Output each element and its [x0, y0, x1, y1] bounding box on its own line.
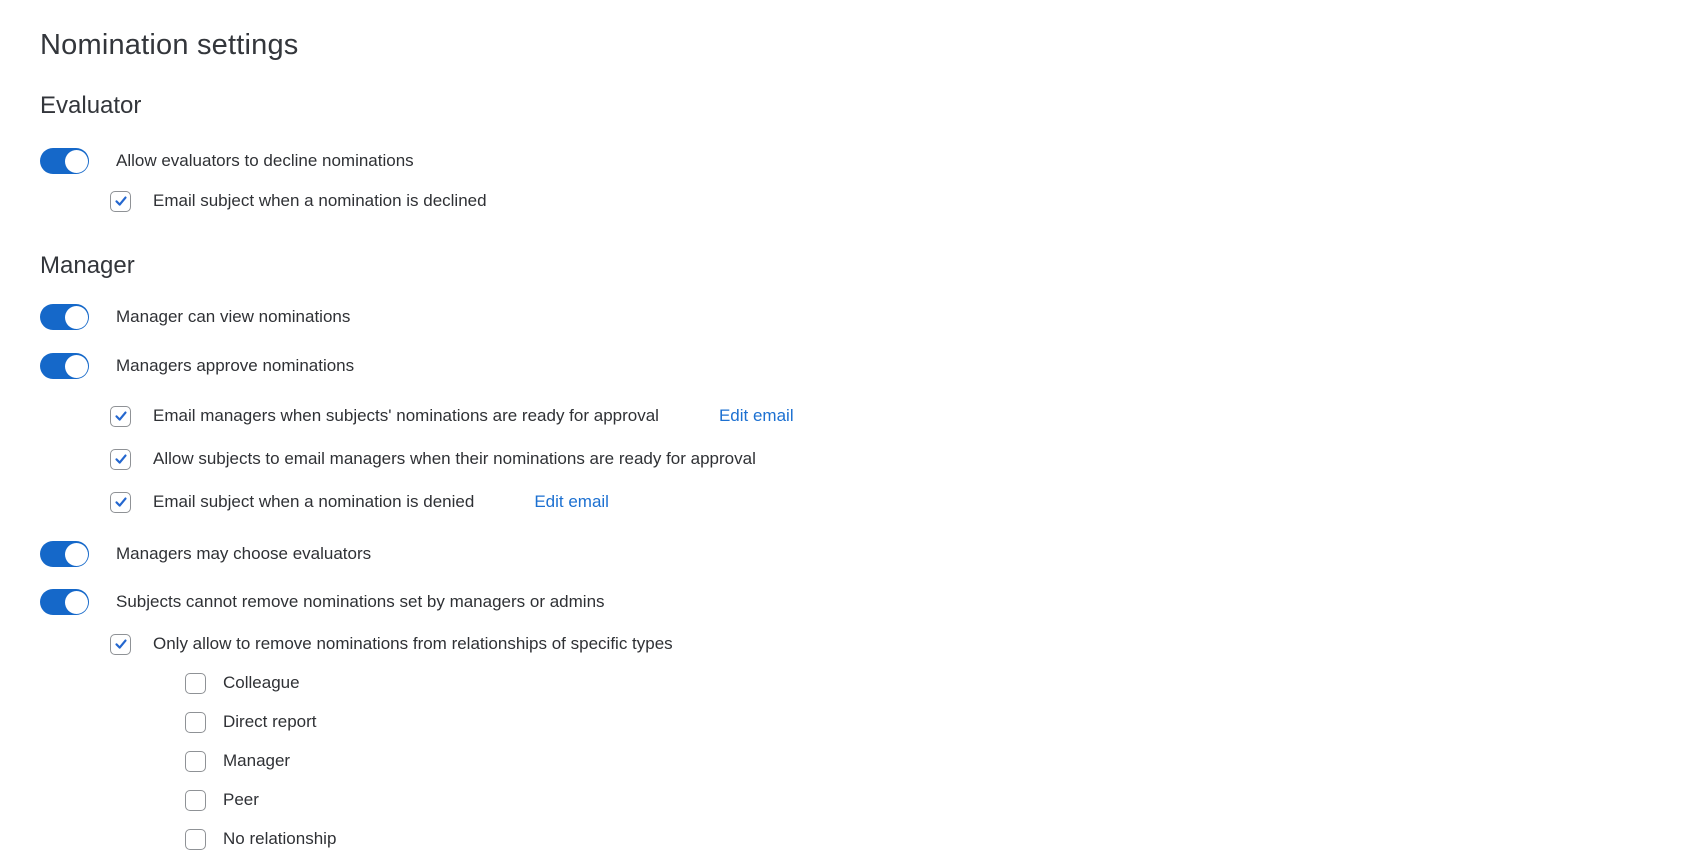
- checkmark-icon: [114, 637, 128, 651]
- toggle-label: Allow evaluators to decline nominations: [116, 151, 414, 170]
- checkbox-label: Allow subjects to email managers when their nominations are ready for approval: [153, 449, 756, 468]
- row-relationship-no-relationship: [185, 828, 1700, 850]
- checkbox-peer[interactable]: [185, 790, 206, 811]
- checkmark-icon: [114, 409, 128, 423]
- toggle-manager-can-view[interactable]: [40, 304, 89, 330]
- toggle-allow-evaluators-decline[interactable]: [40, 148, 89, 174]
- checkbox-email-subject-declined[interactable]: [110, 191, 131, 212]
- row-only-allow-specific-types: [110, 633, 1700, 655]
- checkbox-label: Peer: [223, 790, 259, 809]
- page-title: Nomination settings: [40, 29, 299, 61]
- row-manager-can-view: [40, 304, 1700, 330]
- row-allow-evaluators-decline: [40, 148, 1700, 174]
- checkbox-label: Manager: [223, 751, 291, 770]
- checkbox-email-managers-ready[interactable]: [110, 406, 131, 427]
- row-relationship-direct-report: [185, 711, 1700, 733]
- row-relationship-manager: [185, 750, 1700, 772]
- edit-email-link-ready[interactable]: Edit email: [718, 406, 794, 425]
- checkbox-direct-report[interactable]: [185, 712, 206, 733]
- checkbox-only-allow-specific-types[interactable]: [110, 634, 131, 655]
- row-managers-approve: [40, 353, 1700, 379]
- row-relationship-colleague: [185, 672, 1700, 694]
- section-heading-evaluator: Evaluator: [40, 92, 142, 119]
- row-email-managers-ready: [110, 405, 1700, 427]
- toggle-managers-choose-evaluators[interactable]: [40, 541, 89, 567]
- toggle-managers-approve[interactable]: [40, 353, 89, 379]
- toggle-knob: [65, 591, 88, 614]
- checkbox-allow-subjects-email[interactable]: [110, 449, 131, 470]
- checkbox-label: Email managers when subjects' nominations are ready for approval: [153, 406, 659, 425]
- toggle-knob: [65, 150, 88, 173]
- checkbox-manager[interactable]: [185, 751, 206, 772]
- toggle-knob: [65, 355, 88, 378]
- toggle-label: Manager can view nominations: [116, 307, 351, 326]
- checkbox-label: Email subject when a nomination is declined: [153, 191, 487, 210]
- checkbox-label: Direct report: [223, 712, 317, 731]
- toggle-knob: [65, 306, 88, 329]
- checkbox-label: No relationship: [223, 829, 337, 848]
- checkmark-icon: [114, 194, 128, 208]
- checkbox-label: Only allow to remove nominations from relationships of specific types: [153, 634, 673, 653]
- checkbox-label: Email subject when a nomination is denied: [153, 492, 475, 511]
- checkmark-icon: [114, 495, 128, 509]
- checkmark-icon: [114, 452, 128, 466]
- toggle-subjects-cannot-remove[interactable]: [40, 589, 89, 615]
- checkbox-email-subject-denied[interactable]: [110, 492, 131, 513]
- toggle-knob: [65, 543, 88, 566]
- edit-email-link-denied[interactable]: Edit email: [534, 492, 609, 511]
- row-relationship-peer: [185, 789, 1700, 811]
- row-managers-choose-evaluators: [40, 541, 1700, 567]
- toggle-label: Managers may choose evaluators: [116, 544, 372, 563]
- row-email-subject-declined: [110, 190, 1700, 212]
- section-heading-manager: Manager: [40, 252, 135, 279]
- checkbox-colleague[interactable]: [185, 673, 206, 694]
- row-subjects-cannot-remove: [40, 589, 1700, 615]
- row-email-subject-denied: [110, 491, 1700, 513]
- checkbox-label: Colleague: [223, 673, 300, 692]
- toggle-label: Subjects cannot remove nominations set by managers or admins: [116, 592, 605, 611]
- toggle-label: Managers approve nominations: [116, 356, 355, 375]
- checkbox-no-relationship[interactable]: [185, 829, 206, 850]
- row-allow-subjects-email: [110, 448, 1700, 470]
